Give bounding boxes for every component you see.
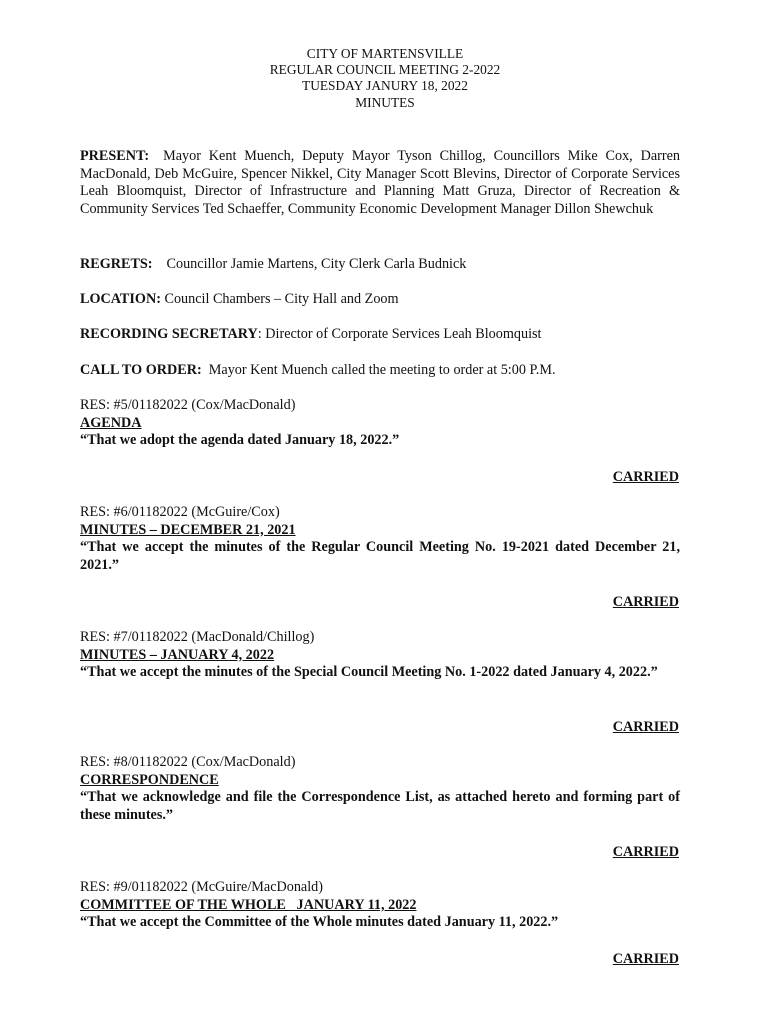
resolution-number: RES: #5/01182022 (Cox/MacDonald) bbox=[80, 397, 296, 413]
header-city: CITY OF MARTENSVILLE bbox=[306, 46, 464, 61]
resolution-title: AGENDA bbox=[80, 414, 142, 431]
resolution-motion: “That we adopt the agenda dated January 18, 2022.” bbox=[80, 432, 400, 449]
call-to-order-section bbox=[80, 362, 680, 380]
resolution-number: RES: #8/01182022 (Cox/MacDonald) bbox=[80, 754, 296, 770]
resolution-motion: “That we accept the minutes of the Special Council Meeting No. 1-2022 dated January 4, 2022.” bbox=[80, 664, 658, 681]
document-header bbox=[0, 46, 770, 111]
resolution-8 bbox=[80, 754, 680, 824]
resolution-motion: “That we accept the Committee of the Whole minutes dated January 11, 2022.” bbox=[80, 914, 559, 931]
location-text: Council Chambers – City Hall and Zoom bbox=[164, 291, 399, 307]
call-to-order-label: CALL TO ORDER: bbox=[80, 362, 202, 378]
recording-label: RECORDING SECRETARY bbox=[80, 326, 258, 342]
resolution-5-status: CARRIED bbox=[612, 469, 679, 485]
recording-text: : Director of Corporate Services Leah Bloomquist bbox=[257, 326, 542, 342]
resolution-7 bbox=[80, 629, 680, 682]
resolution-motion: “That we acknowledge and file the Correspondence List, as attached hereto and forming part of these minutes.” bbox=[80, 789, 680, 823]
resolution-6-status: CARRIED bbox=[612, 594, 679, 610]
regrets-label: REGRETS: bbox=[80, 256, 153, 272]
header-date: TUESDAY JANURY 18, 2022 bbox=[302, 78, 468, 94]
resolution-8-status: CARRIED bbox=[612, 844, 679, 860]
resolution-6 bbox=[80, 504, 680, 574]
resolution-9-status: CARRIED bbox=[612, 951, 679, 967]
present-section bbox=[80, 148, 680, 218]
call-to-order-text: Mayor Kent Muench called the meeting to order at 5:00 P.M. bbox=[208, 362, 556, 378]
resolution-5 bbox=[80, 397, 680, 450]
resolution-number: RES: #9/01182022 (McGuire/MacDonald) bbox=[80, 879, 323, 895]
location-section bbox=[80, 291, 680, 309]
resolution-number: RES: #6/01182022 (McGuire/Cox) bbox=[80, 504, 280, 520]
resolution-title: COMMITTEE OF THE WHOLE JANUARY 11, 2022 bbox=[80, 896, 417, 913]
resolution-title: MINUTES – JANUARY 4, 2022 bbox=[80, 646, 275, 663]
present-text: Mayor Kent Muench, Deputy Mayor Tyson Chillog, Councillors Mike Cox, Darren MacDonald, Deb McGuire, Spencer Nikkel, City Manager Scott Blevins, Director of Corporate Services Leah Bloomquist, Director of Infrastructure and Planning Matt Gruza, Director of Recreation & Community Services Ted Schaeffer, Community Economic Development Manager Dillon Shewchuk bbox=[80, 148, 680, 217]
location-label: LOCATION: bbox=[80, 291, 161, 307]
resolution-motion: “That we accept the minutes of the Regular Council Meeting No. 19-2021 dated December 21, 2021.” bbox=[80, 539, 680, 573]
resolution-title: MINUTES – DECEMBER 21, 2021 bbox=[80, 521, 296, 538]
present-label: PRESENT: bbox=[80, 148, 150, 164]
resolution-number: RES: #7/01182022 (MacDonald/Chillog) bbox=[80, 629, 315, 645]
header-minutes: MINUTES bbox=[355, 94, 415, 110]
resolution-7-status: CARRIED bbox=[612, 719, 679, 735]
header-meeting: REGULAR COUNCIL MEETING 2-2022 bbox=[269, 62, 501, 78]
regrets-section bbox=[80, 256, 680, 274]
resolution-9 bbox=[80, 879, 680, 932]
resolution-title: CORRESPONDENCE bbox=[80, 771, 219, 788]
regrets-text: Councillor Jamie Martens, City Clerk Carla Budnick bbox=[166, 256, 467, 272]
recording-section bbox=[80, 326, 680, 344]
